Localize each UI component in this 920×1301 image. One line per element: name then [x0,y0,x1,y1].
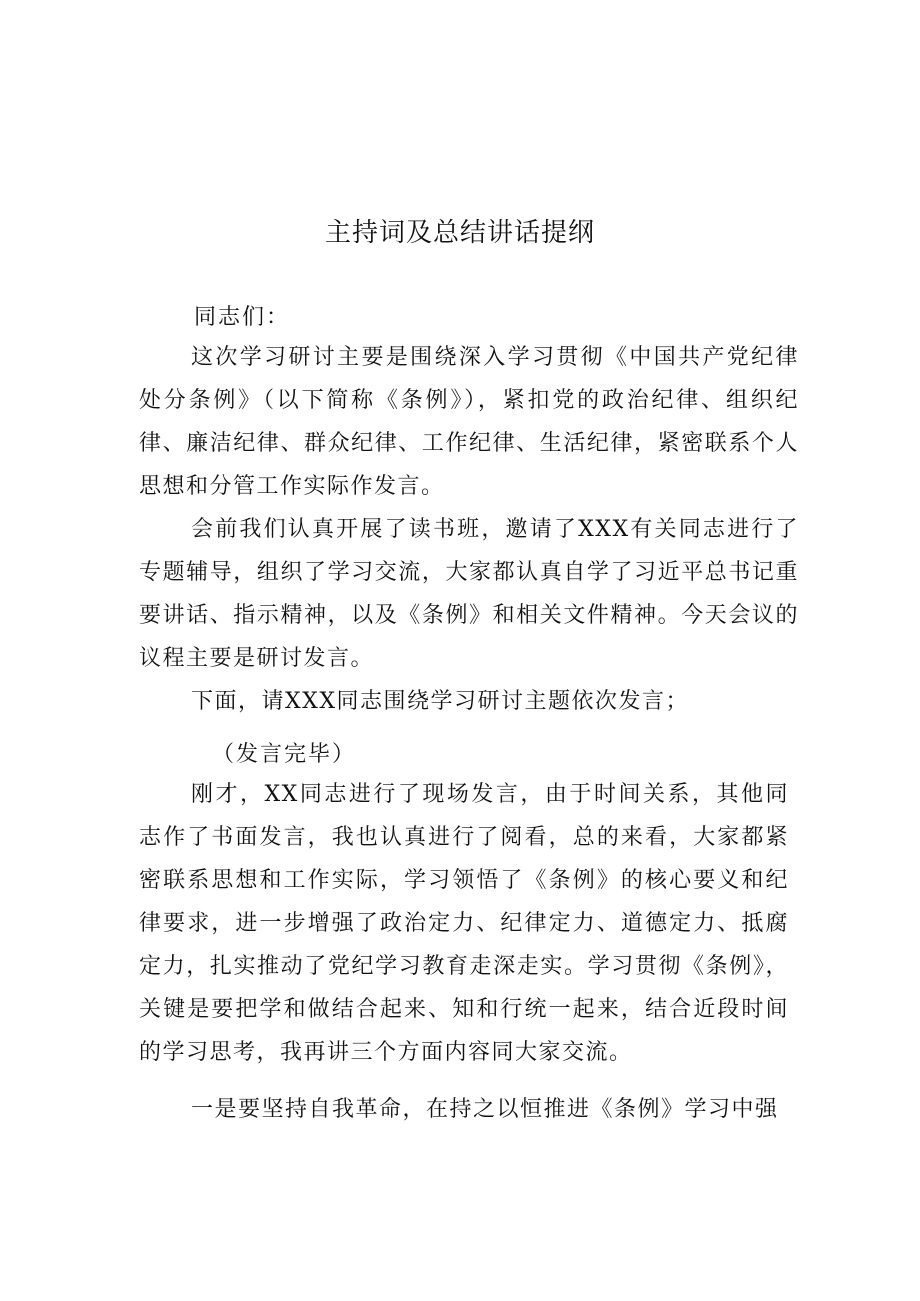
document-title: 主持词及总结讲话提纲 [324,218,595,248]
paragraph-1: 这次学习研讨主要是围绕深入学习贯彻《中国共产党纪律处分条例》（以下简称《条例》），紧扣党的政治纪律、组织纪律、廉洁纪律、群众纪律、工作纪律、生活纪律，紧密联系个人思想和分管工作实际作发言。 [139,345,799,499]
speech-finished-note: （发言完毕） [212,742,357,767]
paragraph-6: 一是要坚持自我革命，在持之以恒推进《条例》学习中强 [191,1097,779,1122]
paragraph-2: 会前我们认真开展了读书班，邀请了XXX有关同志进行了专题辅导，组织了学习交流，大家都认真自学了习近平总书记重要讲话、指示精神，以及《条例》和相关文件精神。今天会议的议程主要是研讨发言。 [139,517,799,671]
greeting: 同志们： [194,305,291,330]
paragraph-3: 下面，请XXX同志围绕学习研讨主题依次发言； [191,689,689,714]
paragraph-5: 刚才，XX同志进行了现场发言，由于时间关系，其他同志作了书面发言，我也认真进行了阅看，总的来看，大家都紧密联系思想和工作实际，学习领悟了《条例》的核心要义和纪律要求，进一步增强了政治定力、纪律定力、道德定力、抵腐定力，扎实推动了党纪学习教育走深走实。学习贯彻《条例》，关键是要把学和做结合起来、知和行统一起来，结合近段时间的学习思考，我再讲三个方面内容同大家交流。 [139,782,789,1065]
